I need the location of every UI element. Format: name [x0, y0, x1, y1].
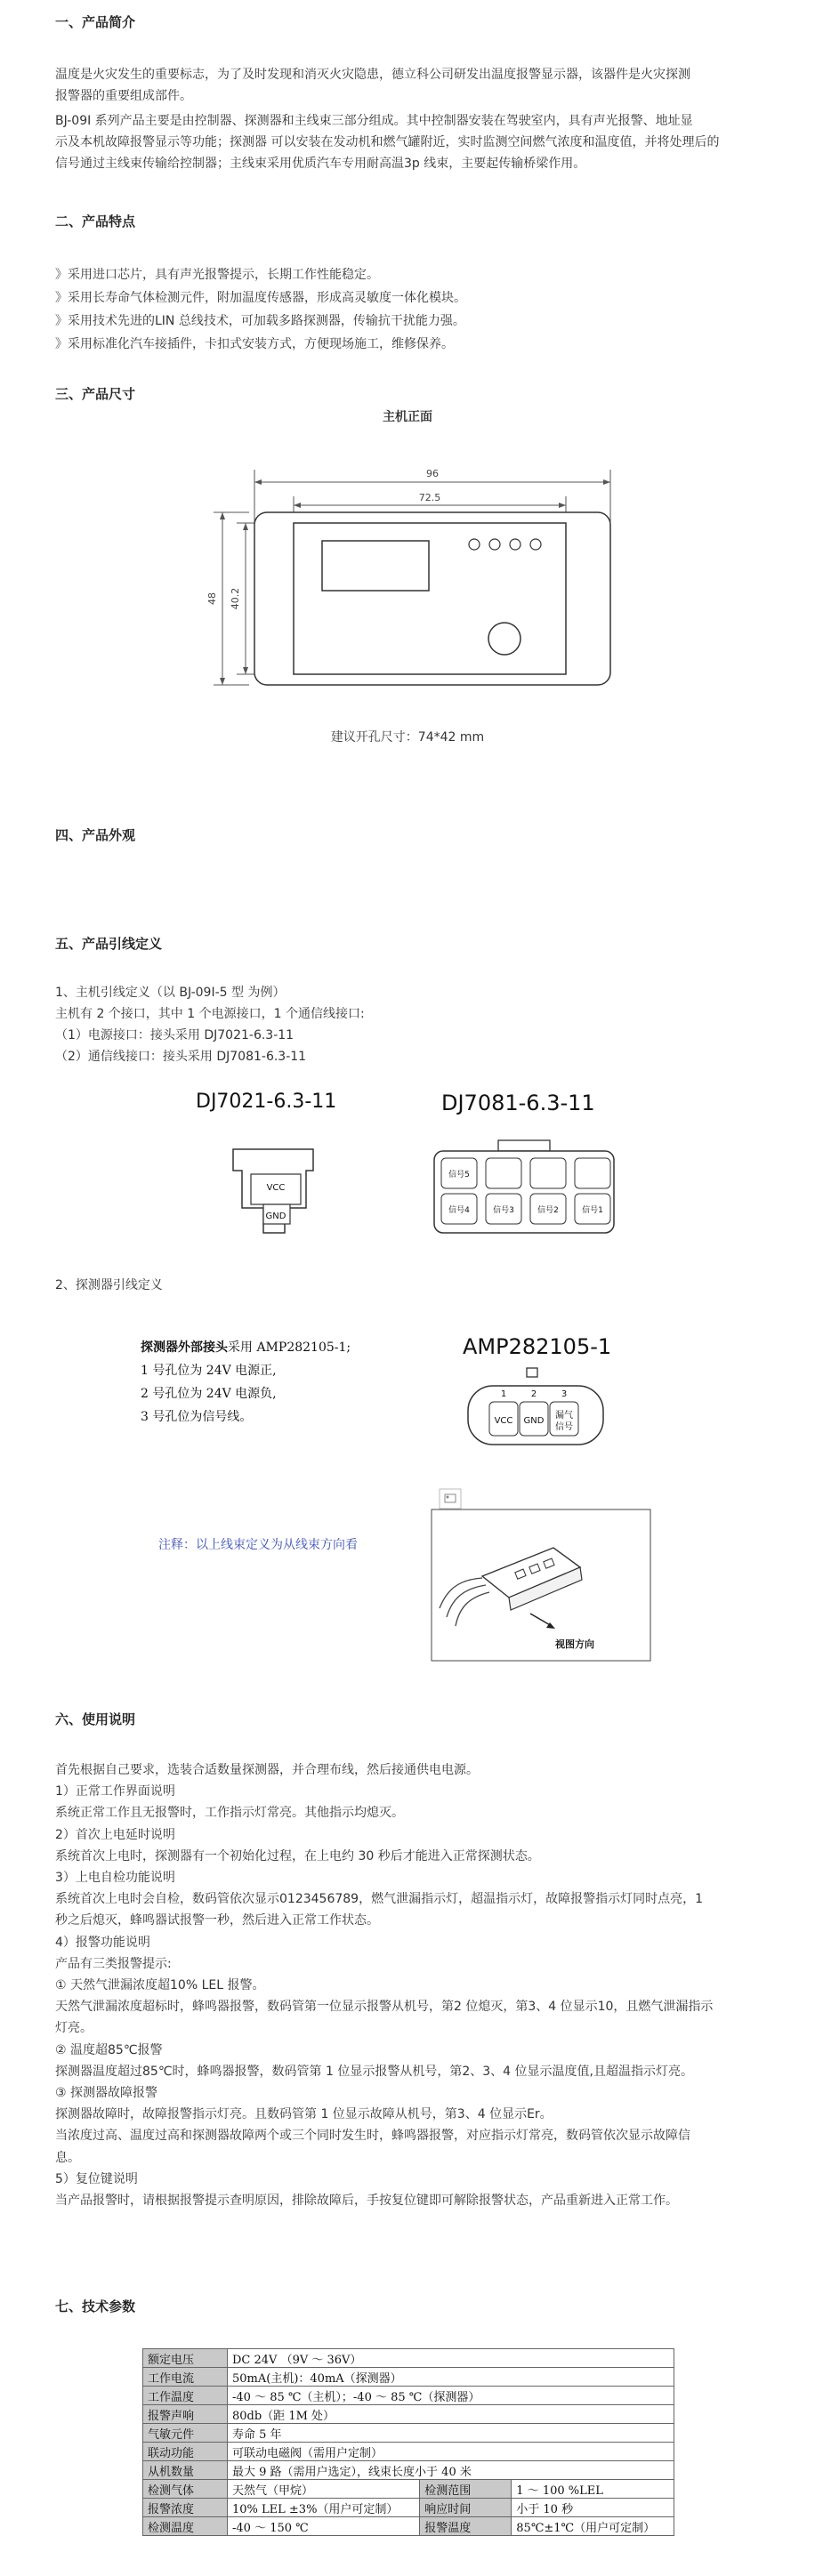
pin-label: 信号5 [448, 1171, 470, 1179]
harness-note: 注释：以上线束定义为从线束方向看 [158, 1538, 358, 1552]
usage-line: 天然气泄漏浓度超标时，蜂鸣器报警，数码管第一位显示报警从机号，第2 位熄灭，第3、4 位显示10，且燃气泄漏指示 [55, 2000, 714, 2015]
pin-label: 信号4 [448, 1206, 470, 1215]
table-row: 报警声响 80db（距 1M 处） [143, 2405, 674, 2424]
usage-line: 4）报警功能说明 [55, 1935, 150, 1950]
amp-pin-number: 2 [530, 1389, 537, 1399]
detector-head-rest: 采用 AMP282105-1; [228, 1340, 351, 1355]
table-row: 工作温度 -40 ～ 85 ℃（主机）；-40 ～ 85 ℃（探测器） [143, 2387, 674, 2405]
usage-line: 秒之后熄灭，蜂鸣器试报警一秒，然后进入正常工作状态。 [55, 1913, 379, 1928]
display-window [322, 541, 429, 591]
usage-line: 2）首次上电延时说明 [55, 1827, 175, 1842]
dim-height-outer: 48 [206, 592, 218, 605]
table-row: 从机数量 最大 9 路（需用户选定），线束长度小于 40 米 [143, 2461, 674, 2480]
image-placeholder-icon [438, 1487, 463, 1510]
section-title-features: 二、产品特点 [55, 213, 136, 229]
usage-line: 首先根据自己要求，选装合适数量探测器，并合理布线，然后接通供电电源。 [55, 1763, 479, 1777]
wiring-detector-title: 2、探测器引线定义 [55, 1278, 163, 1292]
section-title-tech: 七、技术参数 [55, 2298, 136, 2314]
amp-pin-label: VCC [494, 1416, 513, 1426]
usage-line: 系统首次上电时，探测器有一个初始化过程，在上电约 30 秒后才能进入正常探测状态。 [55, 1848, 540, 1864]
intro-paragraph-2 [55, 110, 785, 174]
pin-label: GND [265, 1212, 286, 1221]
wiring-host-title: 1、主机引线定义（以 BJ-09I-5 型 为例） [55, 986, 286, 1000]
detector-pin-1: 1 号孔位为 24V 电源正, [141, 1364, 277, 1378]
wiring-power-if: （1）电源接口：接头采用 DJ7021-6.3-11 [55, 1028, 295, 1042]
usage-line: 产品有三类报警提示: [55, 1956, 172, 1971]
amp-pin-label: 信号 [555, 1422, 573, 1432]
pin-label: 信号2 [537, 1206, 559, 1215]
amp-pin-label: GND [523, 1416, 545, 1426]
table-row: 检测气体 天然气（甲烷） 检测范围 1 ～ 100 %LEL [143, 2480, 674, 2499]
usage-line: 探测器温度超过85℃时，蜂鸣器报警，数码管第 1 位显示报警从机号，第2、3、4 位显示温度值,且超温指示灯亮。 [55, 2064, 693, 2079]
intro-line: 信号通过主线束传输给控制器；主线束采用优质汽车专用耐高温3p 线束，主要起传输桥梁作用。 [55, 157, 586, 171]
usage-body [55, 1759, 813, 2211]
table-row: 工作电流 50mA(主机)：40mA（探测器） [143, 2368, 674, 2387]
usage-line: 系统首次上电时会自检，数码管依次显示0123456789，燃气泄漏指示灯，超温指示灯，故障报警指示灯同时点亮，1 [55, 1892, 703, 1907]
usage-line: 息。 [55, 2150, 80, 2165]
intro-line: 报警器的重要组成部件。 [55, 89, 192, 103]
pin-label: VCC [266, 1183, 286, 1193]
usage-line: ③ 探测器故障报警 [55, 2086, 158, 2101]
feature-item: 》采用技术先进的LIN 总线技术，可加载多路探测器，传输抗干扰能力强。 [55, 314, 465, 328]
amp-pin-number: 1 [500, 1389, 507, 1399]
section-title-usage: 六、使用说明 [55, 1711, 136, 1727]
usage-line: 3）上电自检功能说明 [55, 1871, 175, 1886]
connector-2-drawing [431, 1139, 617, 1236]
connector-2-name: DJ7081-6.3-11 [441, 1091, 595, 1115]
section-title-intro: 一、产品简介 [55, 14, 136, 30]
table-row: 检测温度 -40 ～ 150 ℃ 报警温度 85℃±1℃（用户可定制） [143, 2517, 674, 2536]
connector-1-name: DJ7021-6.3-11 [196, 1091, 337, 1113]
wiring-host-desc: 主机有 2 个接口，其中 1 个电源接口，1 个通信线接口: [55, 1007, 365, 1021]
wiring-host-block [55, 982, 785, 1067]
dim-width-outer: 96 [426, 468, 439, 479]
usage-line: 1）正常工作界面说明 [55, 1784, 175, 1799]
dim-width-inner: 72.5 [418, 492, 441, 503]
usage-line: 5）复位键说明 [55, 2171, 138, 2186]
wiring-comm-if: （2）通信线接口：接头采用 DJ7081-6.3-11 [55, 1050, 307, 1064]
cutout-size-text: 建议开孔尺寸：74*42 mm [330, 730, 485, 745]
amp-pin-number: 3 [561, 1389, 568, 1399]
usage-line: ② 温度超85℃报警 [55, 2042, 163, 2057]
amp-connector-drawing [464, 1364, 607, 1453]
detector-pin-3: 3 号孔位为信号线。 [141, 1410, 253, 1424]
detector-pin-desc [141, 1336, 351, 1429]
amp-pin-label: 漏气 [555, 1411, 573, 1421]
table-row: 联动功能 可联动电磁阀（需用户定制） [143, 2443, 674, 2461]
detector-head-bold: 探测器外部接头 [141, 1340, 228, 1355]
intro-line: 示及本机故障报警显示等功能；探测器 可以安装在发动机和燃气罐附近，实时监测空间燃气浓度和温度值，并将处理后的 [55, 135, 720, 149]
usage-line: ① 天然气泄漏浓度超10% LEL 报警。 [55, 1978, 265, 1993]
table-row: 报警浓度 10% LEL ±3%（用户可定制） 响应时间 小于 10 秒 [143, 2499, 674, 2517]
usage-line: 当产品报警时，请根据报警提示查明原因，排除故障后，手按复位键即可解除报警状态，产品重新进入正常工作。 [55, 2194, 678, 2209]
feature-item: 》采用进口芯片，具有声光报警提示，长期工作性能稳定。 [55, 268, 379, 282]
intro-paragraph-1 [55, 64, 785, 107]
section-title-wiring: 五、产品引线定义 [55, 936, 163, 952]
harness-view-drawing [431, 1509, 651, 1662]
amp-connector-name: AMP282105-1 [463, 1334, 612, 1359]
dim-height-inner: 40.2 [230, 587, 241, 610]
figure-caption: 主机正面 [383, 410, 432, 424]
table-row: 额定电压 DC 24V （9V ～ 36V） [143, 2349, 674, 2368]
section-title-appearance: 四、产品外观 [55, 827, 136, 843]
usage-line: 探测器故障时，故障报警指示灯亮。且数码管第 1 位显示故障从机号，第3、4 位显示Er。 [55, 2107, 553, 2122]
detector-pin-2: 2 号孔位为 24V 电源负, [141, 1387, 277, 1401]
section-title-size: 三、产品尺寸 [55, 386, 136, 402]
host-dimension-drawing [196, 452, 623, 692]
feature-item: 》采用长寿命气体检测元件，附加温度传感器，形成高灵敏度一体化模块。 [55, 291, 466, 305]
pin-label: 信号3 [493, 1206, 514, 1215]
tech-spec-table [142, 2348, 674, 2536]
intro-line: 温度是火灾发生的重要标志，为了及时发现和消灭火灾隐患，德立科公司研发出温度报警显示器，该器件是火灾探测 [55, 68, 690, 82]
intro-line: BJ-09I 系列产品主要是由控制器、探测器和主线束三部分组成。其中控制器安装在驾驶室内，具有声光报警、地址显 [55, 114, 693, 128]
table-row: 气敏元件 寿命 5 年 [143, 2424, 674, 2443]
connector-1-drawing [231, 1147, 329, 1236]
usage-line: 当浓度过高、温度过高和探测器故障两个或三个同时发生时，蜂鸣器报警，对应指示灯常亮，数码管依次显示故障信 [55, 2129, 690, 2144]
usage-line: 灯亮。 [55, 2021, 93, 2036]
reset-knob [488, 623, 520, 655]
pin-label: 信号1 [582, 1206, 603, 1215]
feature-item: 》采用标准化汽车接插件，卡扣式安装方式，方便现场施工，维修保养。 [55, 337, 454, 351]
usage-line: 系统正常工作且无报警时，工作指示灯常亮。其他指示均熄灭。 [55, 1806, 404, 1821]
view-direction-label: 视图方向 [555, 1638, 594, 1650]
